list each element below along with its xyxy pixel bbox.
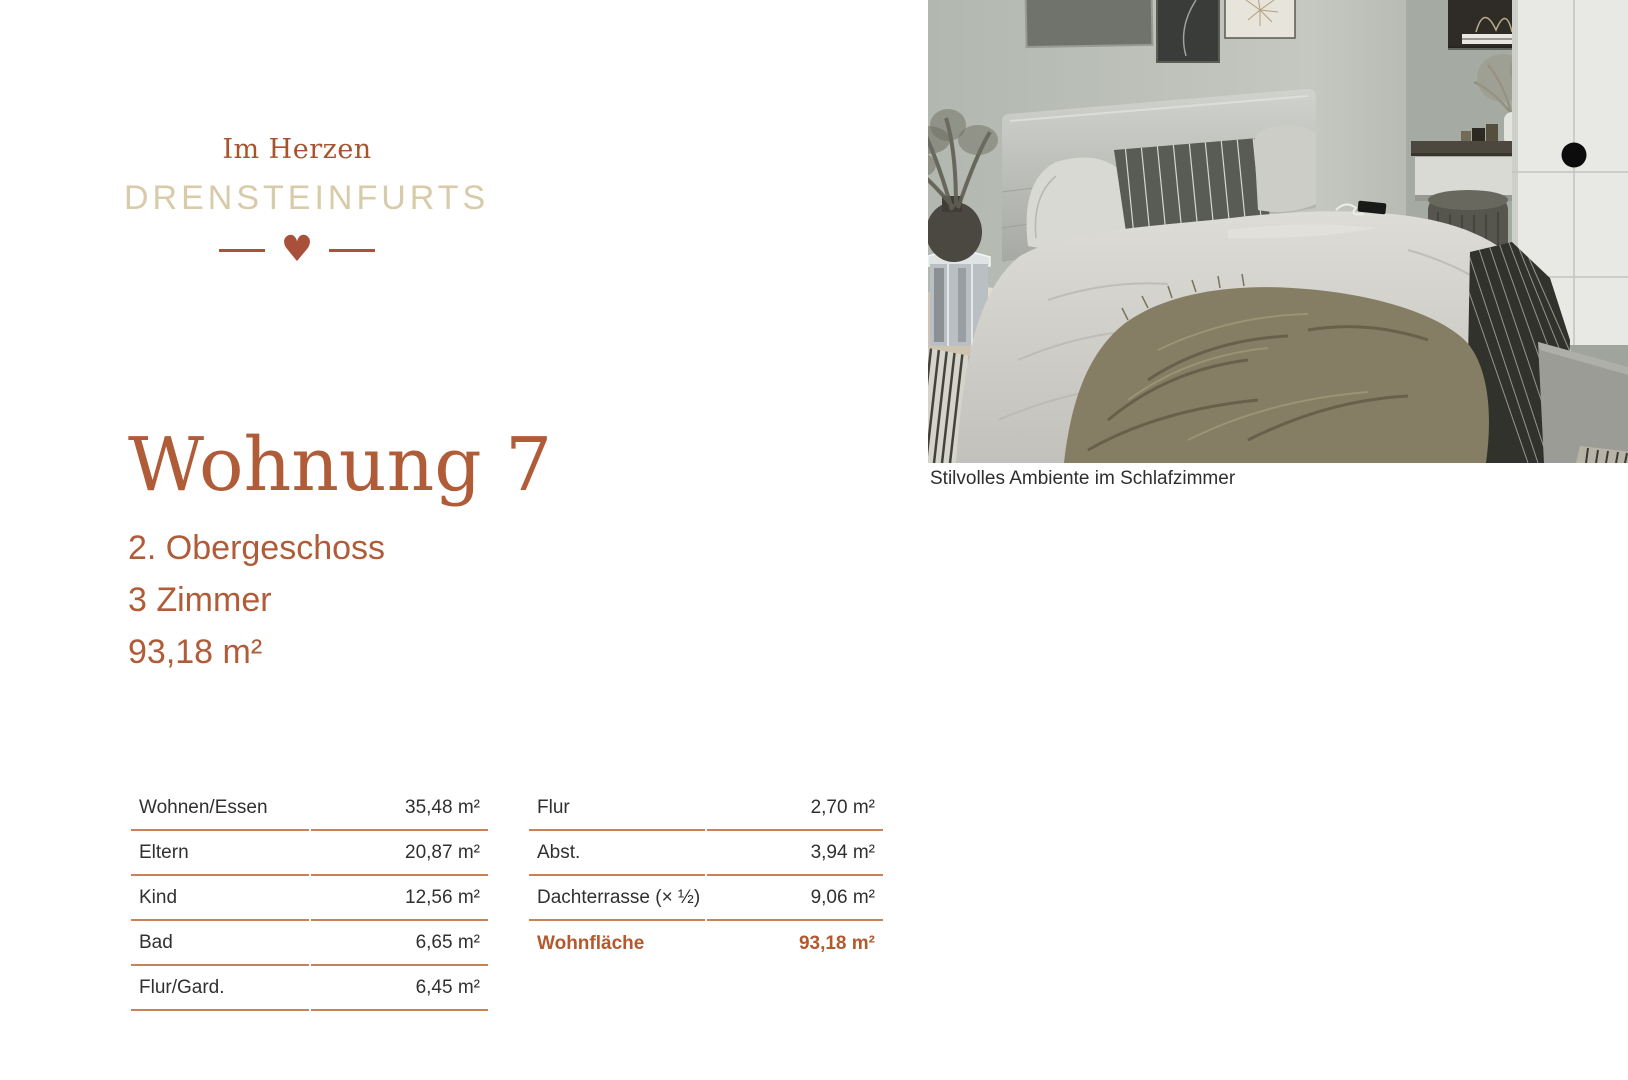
room-label: Kind [131, 876, 309, 921]
listing-rooms: 3 Zimmer [128, 581, 272, 620]
table-row [529, 786, 883, 831]
room-area-value: 35,48 m² [311, 786, 489, 831]
room-area-value: 3,94 m² [707, 831, 883, 876]
room-areas-table-left [131, 786, 488, 1011]
room-label: Wohnen/Essen [131, 786, 309, 831]
brand-name: DRENSTEINFURTS [124, 179, 490, 217]
room-label: Flur [529, 786, 705, 831]
table-row [529, 831, 883, 876]
room-label: Dachterrasse (× ½) [529, 876, 705, 921]
page-title: Wohnung 7 [128, 422, 553, 508]
room-label: Abst. [529, 831, 705, 876]
room-label: Eltern [131, 831, 309, 876]
listing-area: 93,18 m² [128, 633, 263, 672]
heart-icon: ♥ [280, 229, 314, 270]
room-areas-table-right [529, 786, 883, 966]
logo-divider [124, 229, 470, 270]
room-area-value: 2,70 m² [707, 786, 883, 831]
room-label: Bad [131, 921, 309, 966]
divider-rule-right [329, 249, 375, 252]
room-area-value: 6,45 m² [311, 966, 489, 1011]
room-area-value: 6,65 m² [311, 921, 489, 966]
table-row [529, 876, 883, 921]
table-row [131, 921, 488, 966]
table-row-total [529, 921, 883, 966]
brand-logo [124, 134, 490, 270]
brand-tagline: Im Herzen [222, 134, 372, 165]
bedroom-photo [928, 0, 1628, 463]
total-label: Wohnfläche [537, 932, 645, 954]
listing-floor: 2. Obergeschoss [128, 529, 386, 568]
photo-caption: Stilvolles Ambiente im Schlafzimmer [930, 468, 1236, 489]
listing-header [128, 422, 553, 678]
cabinet-knob [1562, 143, 1587, 168]
room-area-value: 9,06 m² [707, 876, 883, 921]
divider-rule-left [219, 249, 265, 252]
table-row [131, 831, 488, 876]
room-label: Flur/Gard. [131, 966, 309, 1011]
table-row [131, 966, 488, 1011]
room-area-value: 12,56 m² [311, 876, 489, 921]
room-area-value: 20,87 m² [311, 831, 489, 876]
table-row [131, 876, 488, 921]
total-value: 93,18 m² [798, 932, 875, 954]
table-row [131, 786, 488, 831]
bedroom-photo-illustration [928, 0, 1628, 463]
